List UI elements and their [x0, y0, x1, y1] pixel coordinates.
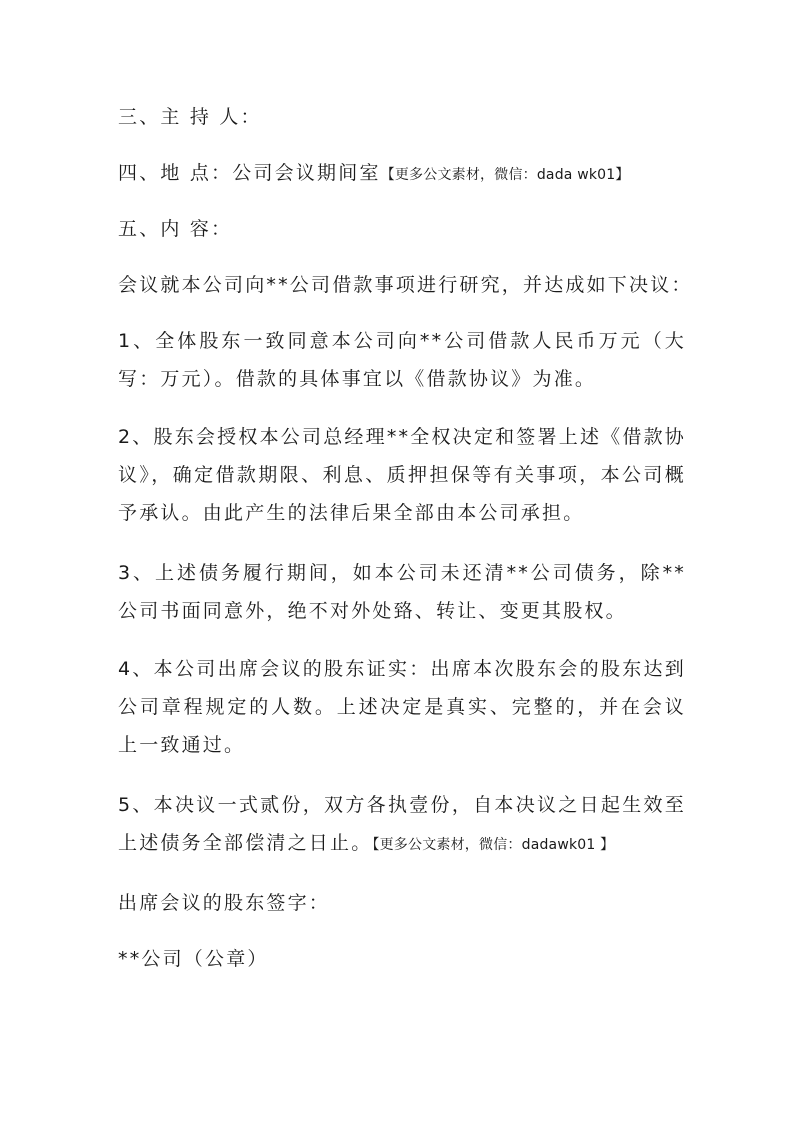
resolution-5-note: 【更多公文素材，微信：dadawk01 】: [372, 837, 615, 853]
resolution-4: 4、本公司出席会议的股东证实：出席本次股东会的股东达到公司章程规定的人数。上述决定是真实、完整的，并在会议上一致通过。: [118, 658, 686, 756]
location-note: 【更多公文素材，微信：dada wk01】: [380, 167, 630, 183]
resolution-2: 2、股东会授权本公司总经理**全权决定和签署上述《借款协议》，确定借款期限、利息、质押担保等有关事项，本公司概予承认。由此产生的法律后果全部由本公司承担。: [118, 426, 686, 524]
content-label: 五、内 容：: [118, 218, 233, 240]
host-line: 三、主 持 人：: [118, 106, 262, 128]
resolution-1: 1、全体股东一致同意本公司向**公司借款人民币万元（大写：万元）。借款的具体事宜以《借款协议》为准。: [118, 330, 686, 390]
signature-label: 出席会议的股东签字：: [118, 892, 331, 914]
intro-line: 会议就本公司向**公司借款事项进行研究，并达成如下决议：: [118, 274, 693, 296]
location-line: [118, 154, 688, 194]
resolution-5-text: 5、本决议一式贰份，双方各执壹份，自本决议之日起生效至上述债务全部偿清之日止。: [118, 794, 686, 854]
resolution-3: 3、上述债务履行期间，如本公司未还清**公司债务，除**公司书面同意外，绝不对外处臵、转让、变更其股权。: [118, 562, 686, 622]
resolution-5: [118, 786, 686, 864]
company-seal-line: **公司（公章）: [118, 948, 269, 970]
location-label: 四、地 点：公司会议期间室: [118, 162, 381, 184]
